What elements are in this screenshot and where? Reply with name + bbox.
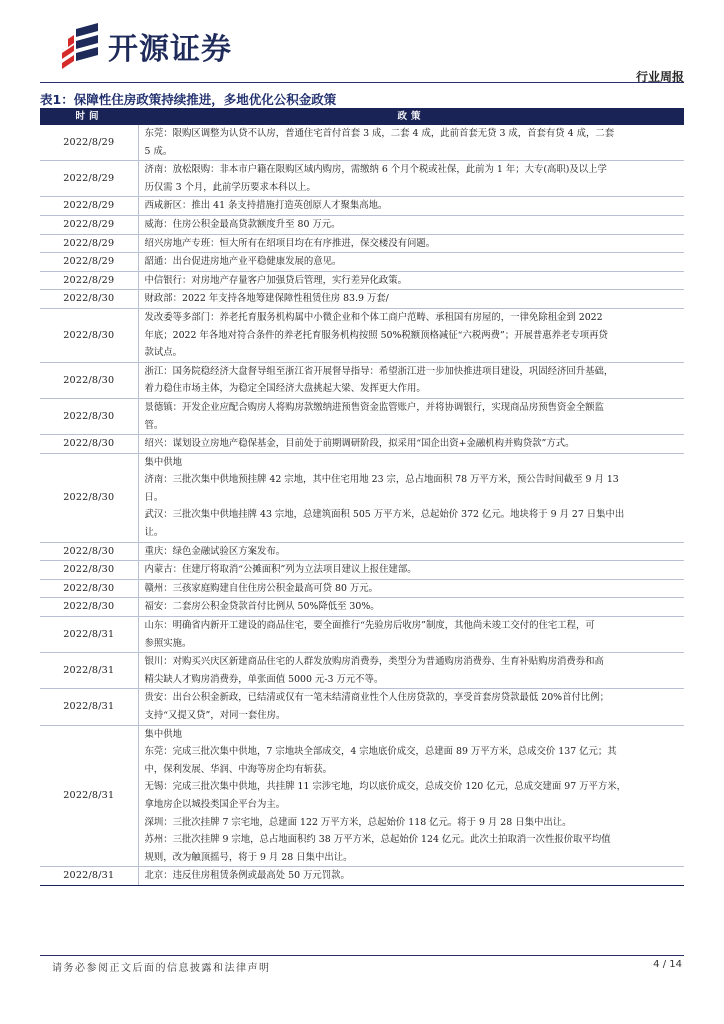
row-date: 2022/8/31 <box>40 617 138 653</box>
policy-line: 威海：住房公积金最高贷款额度升至 80 万元。 <box>144 218 341 230</box>
row-policy <box>138 617 684 653</box>
brand-logo <box>58 22 232 70</box>
policy-line: 西咸新区：推出 41 条支持措施打造英创原人才聚集高地。 <box>144 200 388 212</box>
policy-line: 景德镇：开发企业应配合购房人将购房款缴纳进预售资金监管账户，并将协调银行，实现商品房预售资金全额监 <box>144 401 604 413</box>
row-policy <box>138 653 684 689</box>
row-date: 2022/8/30 <box>40 598 138 617</box>
table-row <box>40 161 684 197</box>
row-policy <box>138 362 684 398</box>
row-policy <box>138 215 684 234</box>
policy-line: 无锡：完成三批次集中供地，共挂牌 11 宗涉宅地，均以底价成交，总成交价 120 亿元，总成交建面 97 万平方米， <box>144 781 627 793</box>
table-row <box>40 271 684 290</box>
footer-divider <box>40 955 684 956</box>
policy-line: 款试点。 <box>144 347 183 359</box>
row-date: 2022/8/29 <box>40 271 138 290</box>
row-date: 2022/8/30 <box>40 453 138 542</box>
policy-line: 管。 <box>144 419 164 431</box>
table-row <box>40 867 684 886</box>
table-row <box>40 689 684 725</box>
policy-line: 贵安：出台公积金新政，已结清或仅有一笔未结清商业性个人住房贷款的，享受首套房贷款最低 20%首付比例； <box>144 692 609 704</box>
policy-line: 5 成。 <box>144 145 173 157</box>
policy-line: 武汉：三批次集中供地挂牌 43 宗地，总建筑面积 505 万平方米，总起始价 372 亿元。地块将于 9 月 27 日集中出 <box>144 509 625 521</box>
row-policy <box>138 598 684 617</box>
policy-line: 绍兴房地产专班：恒大所有在绍项目均在有序推进，保交楼没有问题。 <box>144 237 436 249</box>
policy-line: 集中供地 <box>144 728 183 740</box>
table-row <box>40 653 684 689</box>
row-policy <box>138 308 684 362</box>
policy-line: 济南：三批次集中供地预挂牌 42 宗地，其中住宅用地 23 宗，总占地面积 78 万平方米，预公告时间截至 9 月 13 <box>144 474 619 486</box>
table-row <box>40 617 684 653</box>
row-date: 2022/8/29 <box>40 234 138 253</box>
policy-line: 中，保利发展、华润、中海等房企均有斩获。 <box>144 763 333 775</box>
header-divider <box>40 82 684 83</box>
policy-line: 深圳：三批次挂牌 7 宗宅地，总建面 122 万平方米，总起始价 118 亿元。将于 9 月 28 日集中出让。 <box>144 816 572 828</box>
table-row <box>40 398 684 434</box>
report-type: 行业周报 <box>635 70 684 84</box>
policy-line: 韶通：出台促进房地产业平稳健康发展的意见。 <box>144 256 342 268</box>
policy-line: 日。 <box>144 491 164 503</box>
table-row <box>40 453 684 542</box>
policy-line: 集中供地 <box>144 456 183 468</box>
table-row <box>40 253 684 272</box>
policy-line: 绍兴：谋划设立房地产稳保基金，目前处于前期调研阶段，拟采用“国企出资+金融机构并购贷款”方式。 <box>144 438 575 450</box>
policy-line: 让。 <box>144 527 164 539</box>
row-policy <box>138 435 684 454</box>
row-policy <box>138 453 684 542</box>
table-body <box>40 125 684 885</box>
table-title: 表1：保障性住房政策持续推进，多地优化公积金政策 <box>40 92 337 107</box>
row-date: 2022/8/30 <box>40 362 138 398</box>
table-row <box>40 362 684 398</box>
footer-disclaimer: 请务必参阅正文后面的信息披露和法律声明 <box>52 963 271 974</box>
row-date: 2022/8/29 <box>40 125 138 161</box>
policy-line: 银川：对购买兴庆区新建商品住宅的人群发放购房消费券，类型分为普通购房消费券、生育补贴购房消费券和高 <box>144 656 604 668</box>
table-row <box>40 725 684 867</box>
row-policy <box>138 125 684 161</box>
row-policy <box>138 161 684 197</box>
row-policy <box>138 271 684 290</box>
table-header-row <box>40 108 684 125</box>
row-date: 2022/8/31 <box>40 689 138 725</box>
brand-name: 开源证券 <box>108 32 232 67</box>
policy-line: 北京：违反住房租赁条例或最高处 50 万元罚款。 <box>144 870 350 882</box>
policy-line: 苏州：三批次挂牌 9 宗地，总占地面积约 38 万平方米，总起始价 124 亿元。此次土拍取消一次性报价取平均值 <box>144 834 611 846</box>
policy-line: 支持“又提又贷”，对同一套住房。 <box>144 710 286 721</box>
row-policy <box>138 579 684 598</box>
row-date: 2022/8/29 <box>40 215 138 234</box>
row-policy <box>138 561 684 580</box>
table-row <box>40 215 684 234</box>
row-policy <box>138 542 684 561</box>
row-date: 2022/8/30 <box>40 398 138 434</box>
report-header <box>40 18 684 82</box>
table-row <box>40 579 684 598</box>
row-policy <box>138 290 684 309</box>
row-date: 2022/8/30 <box>40 435 138 454</box>
table-row <box>40 125 684 161</box>
policy-line: 山东：明确省内新开工建设的商品住宅，要全面推行“先验房后收房”制度，其他尚未竣工交付的住宅工程，可 <box>144 620 595 632</box>
policy-line: 东莞：限购区调整为认贷不认房，普通住宅首付首套 3 成，二套 4 成，此前首套无贷 3 成，首套有贷 4 成，二套 <box>144 128 615 139</box>
row-date: 2022/8/31 <box>40 725 138 867</box>
policy-line: 中信银行：对房地产存量客户加强贷后管理，实行差异化政策。 <box>144 274 408 286</box>
row-date: 2022/8/30 <box>40 290 138 309</box>
policy-line: 财政部：2022 年支持各地筹建保障性租赁住房 83.9 万套/ <box>144 293 389 305</box>
policy-line: 浙江：国务院稳经济大盘督导组至浙江省开展督导指导：希望浙江进一步加快推进项目建设，巩固经济回升基础， <box>144 365 614 377</box>
row-policy <box>138 234 684 253</box>
row-policy <box>138 725 684 867</box>
row-policy <box>138 253 684 272</box>
column-header-date: 时间 <box>40 108 138 125</box>
policy-line: 历仅需 3 个月，此前学历要求本科以上。 <box>144 181 316 193</box>
policy-line: 发改委等多部门：养老托育服务机构属中小微企业和个体工商户范畴、承租国有房屋的，一律免除租金到 2022 <box>144 311 603 323</box>
table-row <box>40 234 684 253</box>
row-date: 2022/8/30 <box>40 542 138 561</box>
policy-line: 年底；2022 年各地对符合条件的养老托育服务机构按照 50%税额顶格减征“六税两费”；开展普惠养老专项再贷 <box>144 329 608 341</box>
policy-line: 赣州：三孩家庭购建自住住房公积金最高可贷 80 万元。 <box>144 582 379 594</box>
table-row <box>40 598 684 617</box>
row-date: 2022/8/29 <box>40 197 138 216</box>
table-row <box>40 561 684 580</box>
row-policy <box>138 867 684 886</box>
policy-line: 精尖缺人才购房消费券，单张面值 5000 元-3 万元不等。 <box>144 673 384 685</box>
policy-line: 参照实施。 <box>144 637 192 649</box>
policy-line: 东莞：完成三批次集中供地，7 宗地块全部成交，4 宗地底价成交，总建面 89 万平方米，总成交价 137 亿元；其 <box>144 746 617 758</box>
row-date: 2022/8/31 <box>40 867 138 886</box>
policy-line: 福安：二套房公积金贷款首付比例从 50%降低至 30%。 <box>144 601 380 613</box>
kaiyuan-logo-icon <box>58 23 102 69</box>
row-policy <box>138 398 684 434</box>
row-date: 2022/8/30 <box>40 561 138 580</box>
row-date: 2022/8/31 <box>40 653 138 689</box>
table-row <box>40 197 684 216</box>
row-date: 2022/8/30 <box>40 308 138 362</box>
policy-line: 拿地房企以城投类国企平台为主。 <box>144 798 286 810</box>
policy-line: 内蒙古：住建厅将取消“公摊面积”列为立法项目建议上报住建部。 <box>144 564 417 576</box>
table-row <box>40 542 684 561</box>
policy-line: 着力稳住市场主体，为稳定全国经济大盘挑起大梁、发挥更大作用。 <box>144 383 426 395</box>
row-date: 2022/8/30 <box>40 579 138 598</box>
row-date: 2022/8/29 <box>40 253 138 272</box>
table-row <box>40 435 684 454</box>
column-header-policy: 政策 <box>138 108 684 125</box>
page-number: 4 / 14 <box>653 959 682 970</box>
policy-line: 规则，改为触顶摇号，将于 9 月 28 日集中出让。 <box>144 851 353 863</box>
row-date: 2022/8/29 <box>40 161 138 197</box>
table-row <box>40 290 684 309</box>
policy-table <box>40 108 684 886</box>
policy-line: 济南：放松限购：非本市户籍在限购区域内购房，需缴纳 6 个月个税或社保，此前为 1 年；大专(高职)及以上学 <box>144 164 607 176</box>
row-policy <box>138 689 684 725</box>
row-policy <box>138 197 684 216</box>
table-row <box>40 308 684 362</box>
policy-line: 重庆：绿色金融试验区方案发布。 <box>144 545 286 557</box>
